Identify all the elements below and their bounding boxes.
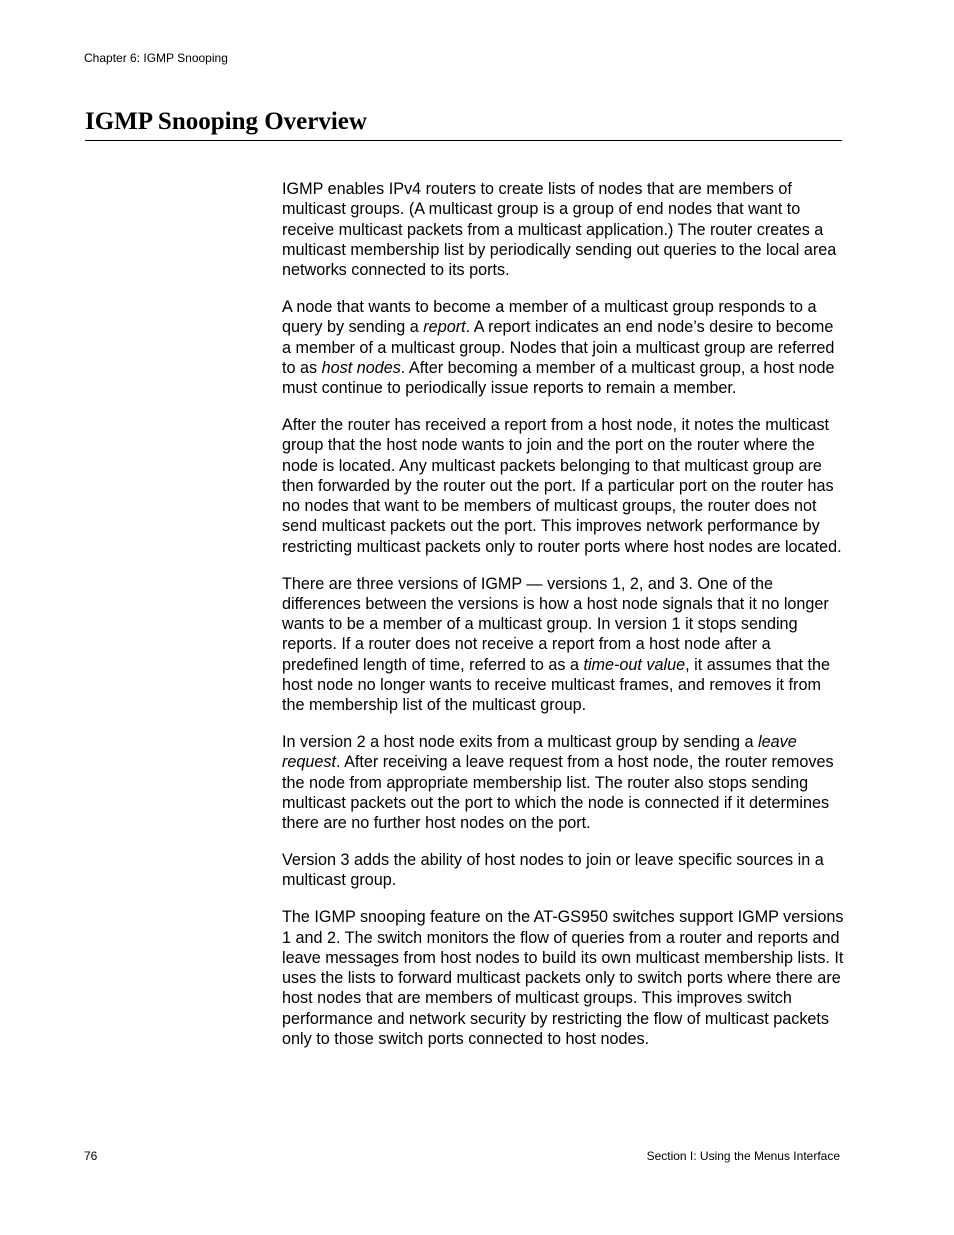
page-title: IGMP Snooping Overview <box>85 108 367 135</box>
paragraph-igmp-intro <box>282 179 844 280</box>
paragraph-text: , it assumes that the host node no longer wants to receive multicast frames, and removes it from the membership list of the multicast group. <box>282 655 830 715</box>
term-time-out-value: time-out value <box>583 655 686 674</box>
paragraph-report <box>282 297 844 398</box>
term-host-nodes: host nodes <box>321 358 401 377</box>
paragraph-text: After the router has received a report from a host node, it notes the multicast group that the host node wants to join and the port on the router where the node is located. Any multicast packets belonging to that multicast group are then forwarded by the router out the port. If a particular port on the router has no nodes that want to be members of multicast groups, the router does not send multicast packets out the port. This improves network performance by restricting multicast packets only to router ports where host nodes are located. <box>282 415 842 556</box>
paragraph-text: . A report indicates an end node’s desire to become a member of a multicast group. Nodes that join a multicast group are referred to as <box>282 318 835 377</box>
paragraph-text: . After becoming a member of a multicast group, a host node must continue to periodically issue reports to remain a member. <box>282 358 835 398</box>
paragraph-router-forwarding <box>282 415 844 557</box>
paragraph-text: A node that wants to become a member of a multicast group responds to a query by sending a <box>282 297 817 337</box>
paragraph-version-2 <box>282 732 844 833</box>
page-number: 76 <box>84 1149 98 1163</box>
paragraph-text: IGMP enables IPv4 routers to create lists of nodes that are members of multicast groups. (A multicast group is a group of end nodes that want to receive multicast packets from a multicast application.) The router creates a multicast membership list by periodically sending out queries to the local area networks connected to its ports. <box>282 180 837 280</box>
footer-section-title: Section I: Using the Menus Interface <box>646 1149 840 1163</box>
paragraph-text: Version 3 adds the ability of host nodes to join or leave specific sources in a multicast group. <box>282 851 824 890</box>
title-underline-rule <box>85 140 842 141</box>
paragraph-text: In version 2 a host node exits from a multicast group by sending a <box>282 733 758 752</box>
paragraph-version-3 <box>282 850 844 891</box>
paragraph-snooping-feature <box>282 907 844 1049</box>
body-text <box>282 179 844 1066</box>
term-leave-request: leave request <box>282 733 797 772</box>
term-report: report <box>423 318 466 337</box>
paragraph-igmp-versions <box>282 574 844 716</box>
running-header: Chapter 6: IGMP Snooping <box>84 51 228 65</box>
paragraph-text: . After receiving a leave request from a host node, the router removes the node from appropriate membership list. The router also stops sending multicast packets out the port to which the node is connected if it determines there are no further host nodes on the port. <box>282 753 834 833</box>
paragraph-text: There are three versions of IGMP — versions 1, 2, and 3. One of the differences between the versions is how a host node signals that it no longer wants to be a member of a multicast group. In version 1 it stops sending reports. If a router does not receive a report from a host node after a predefined length of time, referred to as a <box>282 574 829 674</box>
paragraph-text: The IGMP snooping feature on the AT-GS950 switches support IGMP versions 1 and 2. The switch monitors the flow of queries from a router and reports and leave messages from host nodes to build its own multicast membership lists. It uses the lists to forward multicast packets only to switch ports where there are host nodes that are members of multicast groups. This improves switch performance and network security by restricting the flow of multicast packets only to those switch ports connected to host nodes. <box>282 908 844 1048</box>
